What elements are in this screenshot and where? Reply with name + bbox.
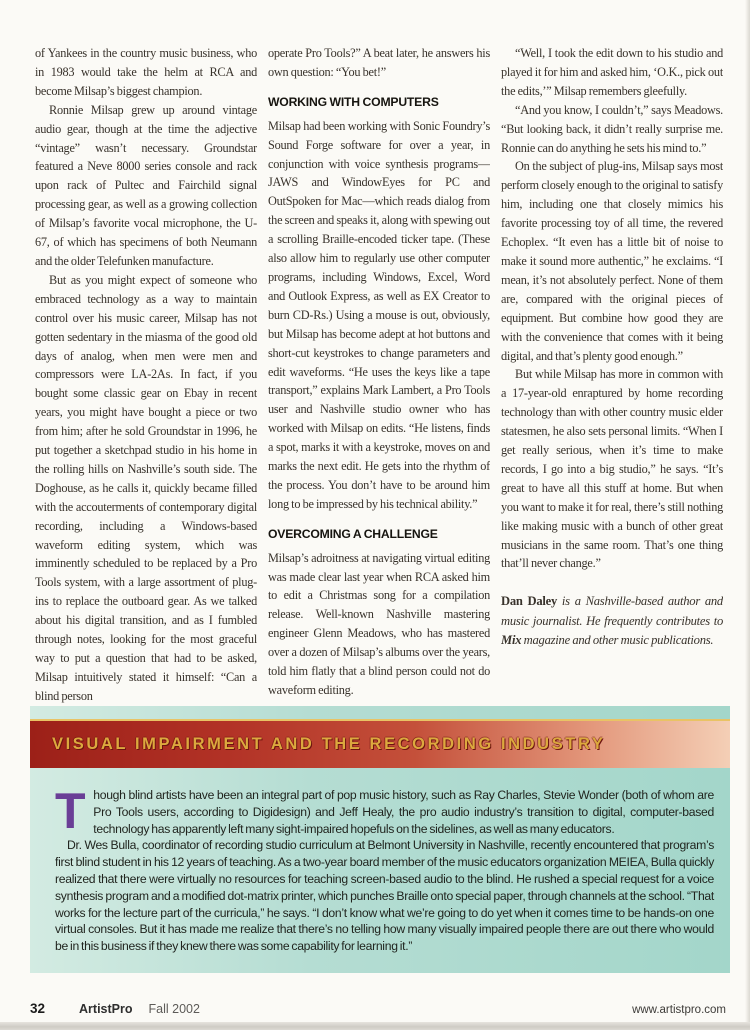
author-bio-text: magazine and other music publications. — [521, 633, 714, 648]
website-url: www.artistpro.com — [632, 1004, 726, 1016]
sidebar-paragraph — [55, 783, 714, 839]
sidebar-paragraph: Dr. Wes Bulla, coordinator of recording studio curriculum at Belmont University in Nashville, recently encountered that program’s first blind student in his 12 years of teaching. As a two-year board member of the music educators organization MEIEA, Bulla quickly realized that there were virtually no resources for teaching screen-based audio to the blind. He rushed a special request for a voice synthesis program and a modified dot-matrix printer, which punches Braille onto special paper, through channels at the school. “That works for the lecture part of the curricula,” he says. “I don’t know what we’re going to do yet when it comes time to be hands-on one virtual consoles. But it has made me realize that there’s no telling how many visually impaired people there are out there who would be in this business if they knew there was some capability for learning it.” — [55, 838, 714, 954]
paragraph: On the subject of plug-ins, Milsap says most perform closely enough to the original to satisfy him, including one that closely mimics his favorite processing toy of all time, the revered Echoplex. “It even has a little bit of noise to make it sound more authentic,” he exclaims. “I mean, it’s not absolutely perfect. None of them are, compared with the original pieces of equipment. But combine how good they are with the convenience that comes with it being digital, and that’s plenty good enough.” — [501, 159, 723, 363]
magazine-name: ArtistPro — [79, 1002, 133, 1016]
author-bio — [501, 592, 723, 650]
paragraph: Milsap’s adroitness at navigating virtual editing was made clear last year when RCA asked him to edit a Christmas song for a compilation release. Well-known Nashville mastering engineer Glenn Meadows, who has mastered over a dozen of Milsap’s albums over the years, told him flatly that a blind person could not do waveform editing. — [268, 550, 490, 697]
article-body — [35, 44, 723, 710]
issue-label: Fall 2002 — [148, 1002, 200, 1016]
section-heading-overcoming-a-challenge: OVERCOMING A CHALLENGE — [268, 526, 438, 541]
paragraph: of Yankees in the country music business, who in 1983 would take the helm at RCA and become Milsap’s biggest champion. — [35, 46, 257, 98]
sidebar-title-bar — [30, 719, 730, 768]
section-heading-working-with-computers: WORKING WITH COMPUTERS — [268, 94, 439, 109]
drop-cap: T — [55, 783, 86, 839]
author-name: Dan Daley — [501, 594, 558, 609]
page-footer — [30, 1001, 726, 1016]
paragraph: “Well, I took the edit down to his studio and played it for him and asked him, ‘O.K., pick out the edits,’” Milsap remembers gleefully. — [501, 46, 723, 98]
page-number: 32 — [30, 1001, 46, 1016]
sidebar-paragraph-text: hough blind artists have been an integral part of pop music history, such as Ray Charles, Stevie Wonder (both of whom are Pro Tools users, according to Digidesign) and Jeff Healy, the pro audio industry’s transition to digital, computer-based technology has apparently left many sight-impaired hopefuls on the sidelines, as well as many educators. — [93, 788, 714, 836]
paragraph: But as you might expect of someone who embraced technology as a way to maintain control over his music career, Milsap has not gotten sedentary in the miasma of the good old days of analog, when men were men and compressors were LA-2As. In fact, if you bought some classic gear on Ebay in recent years, you might have bought a piece or two from him; after he sold Groundstar in 1996, he put together a sketchpad studio in his home in the rolling hills on Nashville’s south side. The Doghouse, as he calls it, quickly became filled with the accouterments of contemporary digital recording, including a Windows-based waveform editing system, which was imminently scheduled to be replaced by a Pro Tools system, with a large assortment of plug-ins to replace the outboard gear. As we talked about his digital transition, and as I fumbled through notes, looking for the most graceful way to put a question that had to be asked, Milsap intuitively stated it himself: “Can a blind person — [35, 272, 257, 703]
page-edge-right — [745, 0, 750, 1030]
sidebar-body — [30, 768, 730, 955]
article-column-1 — [35, 44, 257, 710]
paragraph: Ronnie Milsap grew up around vintage audio gear, though at the time the adjective “vintage” wasn’t necessary. Groundstar featured a Neve 8000 series console and rack upon rack of Pultec and Fairchild signal processing gear, as well as a growing collection of Milsap’s favorite vocal microphone, the U-67, of which has specimens of both Neumann and the older Telefunken manufacture. — [35, 102, 257, 268]
paragraph: Milsap had been working with Sonic Foundry’s Sound Forge software for over a year, in conjunction with voice synthesis programs—JAWS and WindowEyes for PC and OutSpoken for Mac—which reads dialog from the screen and speaks it, along with spewing out a scrolling Braille-encoded ticker tape. (These also allow him to regularly use other computer programs, including Windows, Excel, Word and Outlook Express, as well as EX Creator to burn CD-Rs.) Using a mouse is out, obviously, but Milsap has become adept at hot buttons and short-cut keystrokes to change parameters and edit waveforms. “He uses the keys like a tape transport,” explains Mark Lambert, a Pro Tools user and Nashville studio owner who has worked with Milsap on edits. “He listens, finds a spot, marks it with a keystroke, moves on and marks the next edit. He gets into the rhythm of the process. You don’t have to be around him long to be impressed by his technical ability.” — [268, 118, 490, 511]
paragraph: operate Pro Tools?” A beat later, he answers his own question: “You bet!” — [268, 46, 490, 79]
paragraph: “And you know, I couldn’t,” says Meadows. “But looking back, it didn’t really surprise me. Ronnie can do anything he sets his mind to.” — [501, 102, 723, 155]
paragraph: But while Milsap has more in common with a 17-year-old enraptured by home recording technology than with other country music elder statesmen, he also sets personal limits. “When I get really serious, when it’s time to make records, I go into a big studio,” he says. “It’s great to have all this stuff at home. But when you want to make it for real, there’s still nothing like making music with a bunch of other great musicians in the same room. That’s one thing that’ll never change.” — [501, 367, 723, 571]
author-bio-text: is a Nashville-based author and music journalist. He frequently contributes to — [501, 594, 723, 628]
mix-magazine-name: Mix — [501, 633, 522, 648]
visual-impairment-sidebar-panel — [30, 706, 730, 973]
sidebar-title: VISUAL IMPAIRMENT AND THE RECORDING INDUSTRY — [52, 735, 606, 753]
article-column-2 — [268, 44, 490, 710]
page-edge-bottom — [0, 1022, 750, 1030]
article-column-3 — [501, 44, 723, 710]
